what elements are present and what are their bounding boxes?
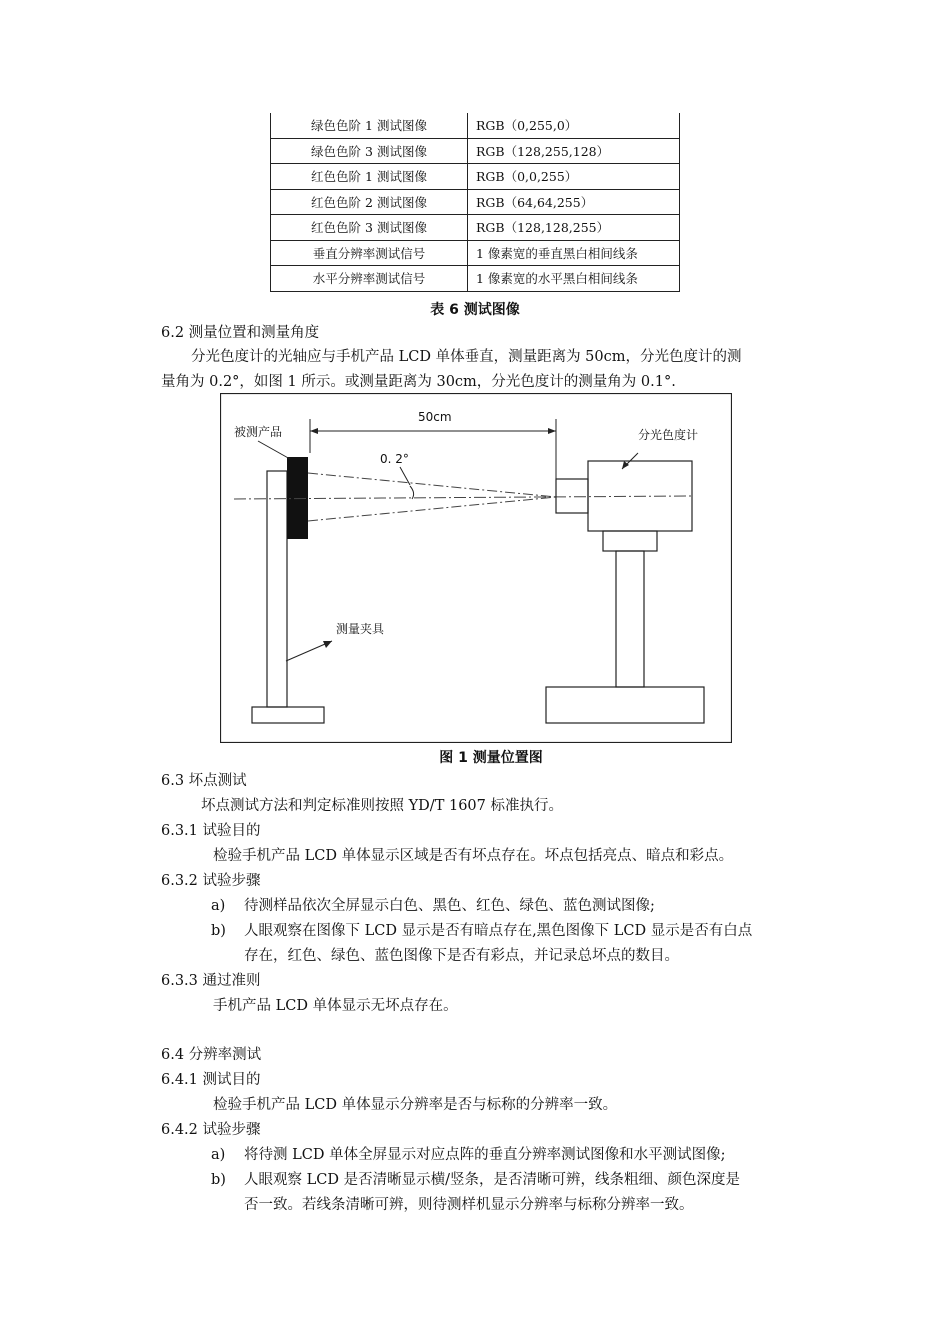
table-row xyxy=(271,189,680,215)
meter-base xyxy=(546,687,704,723)
paragraph-line: 坏点测试方法和判定标准则按照 YD/T 1607 标准执行。 xyxy=(201,798,563,814)
table-cell-image-value: RGB（128,255,128） xyxy=(468,138,680,164)
paragraph-line: 量角为 0.2°，如图 1 所示。或测量距离为 30cm，分光色度计的测量角为 0.1°. xyxy=(161,374,676,390)
dim-arrow-left xyxy=(310,428,318,434)
list-item-text: 存在，红色、绿色、蓝色图像下是否有彩点，并记录总坏点的数目。 xyxy=(244,948,679,964)
table-cell-image-name: 红色色阶 3 测试图像 xyxy=(271,215,468,241)
product-under-test xyxy=(287,457,308,539)
meter-pole xyxy=(616,551,644,687)
list-item-text: 人眼观察在图像下 LCD 显示是否有暗点存在,黑色图像下 LCD 显示是否有白点 xyxy=(244,923,753,939)
list-item-text: 人眼观察 LCD 是否清晰显示横/竖条，是否清晰可辨，线条粗细、颜色深度是 xyxy=(244,1172,740,1188)
list-marker: b) xyxy=(211,1172,226,1188)
list-item-text: 待测样品依次全屏显示白色、黑色、红色、绿色、蓝色测试图像; xyxy=(244,898,655,914)
list-marker: b) xyxy=(211,923,226,939)
table-cell-image-name: 绿色色阶 1 测试图像 xyxy=(271,113,468,138)
fixture-pole xyxy=(267,471,287,707)
table-cell-image-name: 水平分辨率测试信号 xyxy=(271,266,468,292)
section-heading-6-4-2: 6.4.2 试验步骤 xyxy=(161,1122,261,1138)
test-image-table xyxy=(270,113,680,292)
product-label: 被测产品 xyxy=(234,425,283,439)
meter-lens xyxy=(556,479,588,513)
fixture-base xyxy=(252,707,324,723)
measurement-position-diagram xyxy=(220,393,732,743)
table-cell-image-value: 1 像素宽的垂直黑白相间线条 xyxy=(468,240,680,266)
paragraph-line: 分光色度计的光轴应与手机产品 LCD 单体垂直，测量距离为 50cm，分光色度计的测 xyxy=(191,349,742,365)
section-heading-6-3-3: 6.3.3 通过准则 xyxy=(161,973,261,989)
table-cell-image-value: RGB（0,255,0） xyxy=(468,113,680,138)
section-heading-6-3-1: 6.3.1 试验目的 xyxy=(161,823,261,839)
cone-lower xyxy=(308,497,556,521)
list-marker: a) xyxy=(211,1147,226,1163)
figure-caption: 图 1 测量位置图 xyxy=(439,750,543,766)
list-item-text: 否一致。若线条清晰可辨，则待测样机显示分辨率与标称分辨率一致。 xyxy=(244,1197,694,1213)
section-heading-6-4-1: 6.4.1 测试目的 xyxy=(161,1072,261,1088)
section-heading-6-3-2: 6.3.2 试验步骤 xyxy=(161,873,261,889)
fixture-label: 测量夹具 xyxy=(336,622,385,636)
table-row xyxy=(271,266,680,292)
section-heading-6-2: 6.2 测量位置和测量角度 xyxy=(161,325,320,341)
table-cell-image-name: 绿色色阶 3 测试图像 xyxy=(271,138,468,164)
paragraph-line: 检验手机产品 LCD 单体显示分辨率是否与标称的分辨率一致。 xyxy=(213,1097,618,1113)
cone-upper xyxy=(308,473,556,497)
table-row xyxy=(271,164,680,190)
table-row xyxy=(271,240,680,266)
table-cell-image-value: RGB（128,128,255） xyxy=(468,215,680,241)
meter-pointer-head xyxy=(622,461,629,469)
dim-arrow-right xyxy=(548,428,556,434)
table-cell-image-value: 1 像素宽的水平黑白相间线条 xyxy=(468,266,680,292)
angle-arc xyxy=(410,486,414,499)
table-row xyxy=(271,113,680,138)
table-row xyxy=(271,138,680,164)
table-cell-image-name: 红色色阶 2 测试图像 xyxy=(271,189,468,215)
list-marker: a) xyxy=(211,898,226,914)
product-pointer xyxy=(258,441,290,459)
section-heading-6-3: 6.3 坏点测试 xyxy=(161,773,247,789)
paragraph-line: 手机产品 LCD 单体显示无坏点存在。 xyxy=(213,998,458,1014)
table-cell-image-value: RGB（64,64,255） xyxy=(468,189,680,215)
table-caption: 表 6 测试图像 xyxy=(430,302,520,318)
paragraph-line: 检验手机产品 LCD 单体显示区域是否有坏点存在。坏点包括亮点、暗点和彩点。 xyxy=(213,848,734,864)
angle-label: 0. 2° xyxy=(380,452,409,466)
table-row xyxy=(271,215,680,241)
distance-label: 50cm xyxy=(418,410,452,424)
section-heading-6-4: 6.4 分辨率测试 xyxy=(161,1047,262,1063)
meter-label: 分光色度计 xyxy=(638,428,699,442)
list-item-text: 将待测 LCD 单体全屏显示对应点阵的垂直分辨率测试图像和水平测试图像; xyxy=(244,1147,726,1163)
meter-mount xyxy=(603,531,657,551)
figure-frame xyxy=(221,394,732,743)
table-cell-image-name: 红色色阶 1 测试图像 xyxy=(271,164,468,190)
table-cell-image-value: RGB（0,0,255） xyxy=(468,164,680,190)
table-cell-image-name: 垂直分辨率测试信号 xyxy=(271,240,468,266)
